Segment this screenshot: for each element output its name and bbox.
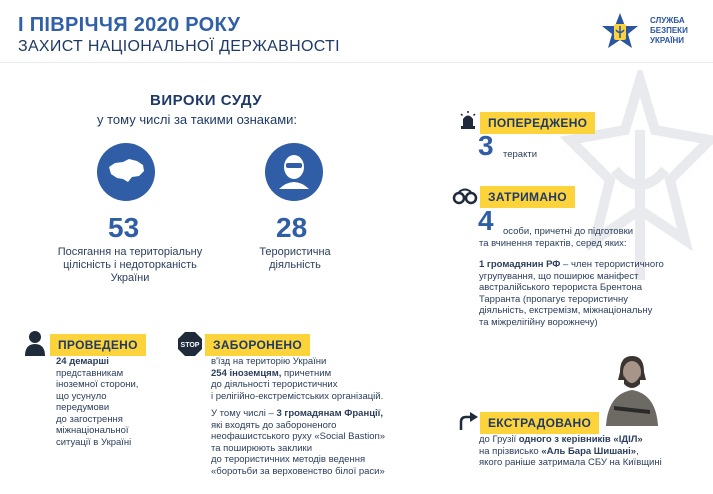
sbu-logo-icon <box>601 12 639 52</box>
stat-territorial-caption: Посягання на територіальну цілісність і недоторканість України <box>57 246 203 284</box>
verdicts-title: ВИРОКИ СУДУ <box>150 92 263 109</box>
detained-details: 1 громадянин РФ – член терористичного угрупування, що поширює маніфест австралійського терориста Брентона Тарранта (пропагує терористичну діяльність, екстремізм, міжнаціональну та міжрелігійну ворожнечу) <box>479 259 664 328</box>
prevented-badge: ПОПЕРЕДЖЕНО <box>480 112 595 134</box>
page-subtitle: ЗАХИСТ НАЦІОНАЛЬНОЇ ДЕРЖАВНОСТІ <box>18 38 340 55</box>
banned-badge: ЗАБОРОНЕНО <box>205 334 310 356</box>
detained-badge: ЗАТРИМАНО <box>480 186 575 208</box>
extradited-badge: ЕКСТРАДОВАНО <box>480 412 599 434</box>
extradited-person-photo <box>600 350 664 426</box>
extradited-text: до Грузії одного з керівників «ІДІЛ» на прізвисько «Аль Бара Шишані», якого раніше затримала СБУ на Київщині <box>479 434 662 468</box>
stop-sign-icon <box>178 332 202 356</box>
detained-line2: та вчинення терактів, серед яких: <box>479 238 627 249</box>
org-name: СЛУЖБА БЕЗПЕКИ УКРАЇНИ <box>650 16 688 45</box>
siren-icon <box>458 110 478 130</box>
stat-terrorism-value: 28 <box>276 212 308 243</box>
detained-line1: особи, причетні до підготовки <box>503 226 634 237</box>
prevented-unit: теракти <box>503 149 538 160</box>
ukraine-map-icon <box>97 143 155 201</box>
stat-terrorism-caption: Терористична діяльність <box>259 246 331 271</box>
arrow-icon <box>458 412 478 432</box>
page-title: І ПІВРІЧЧЯ 2020 РОКУ <box>18 14 241 36</box>
terrorist-mask-icon <box>265 143 323 201</box>
svg-text:STOP: STOP <box>180 342 200 349</box>
detained-value: 4 <box>478 205 494 236</box>
person-icon <box>24 330 46 356</box>
stat-territorial-value: 53 <box>108 212 140 243</box>
conducted-text: 24 демарші представникам іноземної сторони, що усунуло передумови до загострення міжнаціональної ситуації в Україні <box>56 356 139 448</box>
verdicts-subtitle: у тому числі за такими ознаками: <box>97 112 298 127</box>
conducted-badge: ПРОВЕДЕНО <box>50 334 146 356</box>
header-divider <box>0 62 713 63</box>
prevented-value: 3 <box>478 130 494 161</box>
handcuffs-icon <box>452 186 478 206</box>
banned-text: в'їзд на територію України 254 іноземцям, причетним до діяльності терористичних і релігійно-екстремістських організацій. У тому числі – 3 громадянам Франції, які входять до забороненого неофашистського руху «Social Bastion» та поширюють заклики до терористичних методів ведення «боротьби за верховенство білої раси» <box>211 356 386 477</box>
